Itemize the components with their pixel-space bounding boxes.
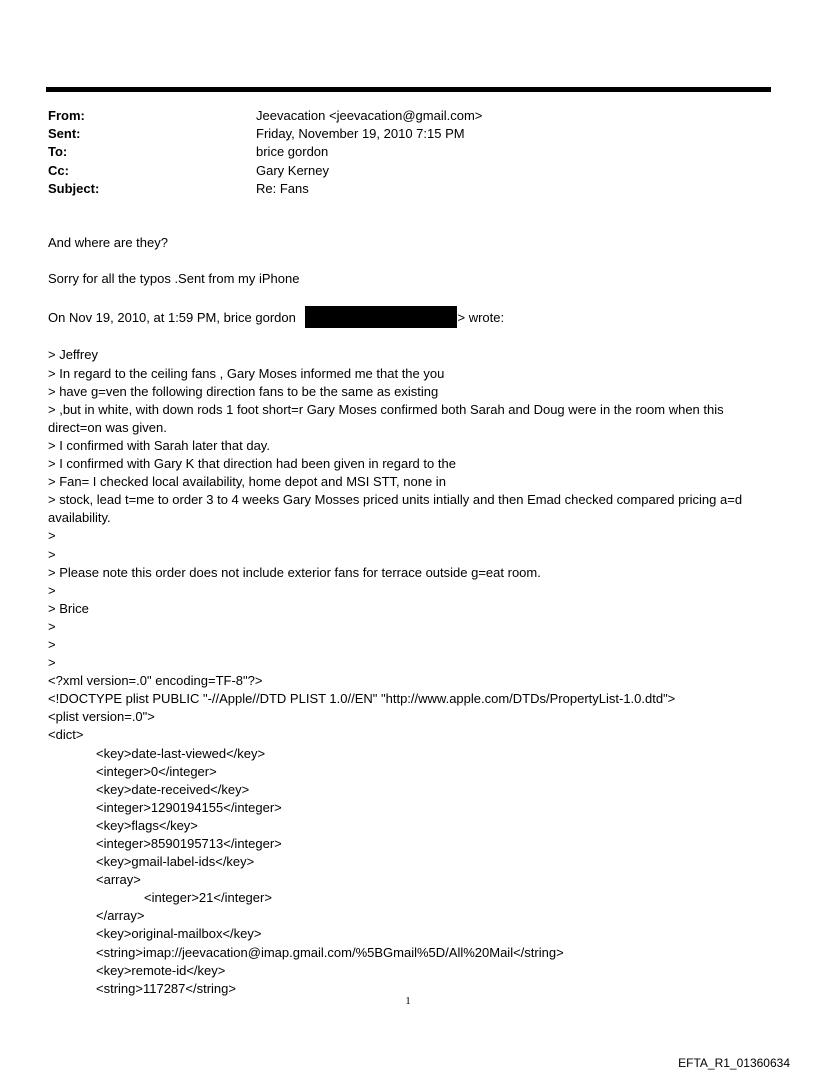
xml-line: <key>gmail-label-ids</key> (96, 854, 255, 870)
quoted-line: > stock, lead t=me to order 3 to 4 weeks Gary Mosses priced units intially and then Emad checked compared pricing a=d availability. (48, 492, 743, 526)
quote-intro-tail: > wrote: (457, 310, 505, 326)
quoted-line: > (48, 528, 56, 544)
quoted-line: > (48, 546, 56, 562)
quote-intro-text: On Nov 19, 2010, at 1:59 PM, brice gordon (48, 310, 300, 326)
subject-label: Subject: (48, 180, 100, 196)
xml-line: <!DOCTYPE plist PUBLIC "-//Apple//DTD PLIST 1.0//EN" "http://www.apple.com/DTDs/PropertyList-1.0.dtd"> (48, 691, 676, 707)
quoted-line: > Jeffrey (48, 347, 98, 363)
xml-line: <integer>8590195713</integer> (96, 836, 282, 851)
sent-label: Sent: (48, 126, 81, 142)
quoted-line: > have g=ven the following direction fans to be the same as existing (48, 383, 439, 399)
xml-line: <string>117287</string> (96, 980, 236, 996)
xml-line: <key>flags</key> (96, 817, 198, 833)
to-row (48, 143, 482, 161)
xml-line: <key>remote-id</key> (96, 962, 226, 978)
from-row (48, 107, 482, 125)
quoted-line: > In regard to the ceiling fans , Gary Moses informed me that the you (48, 365, 445, 381)
document-id: EFTA_R1_01360634 (678, 1056, 790, 1070)
xml-line: <key>date-last-viewed</key> (96, 745, 266, 761)
quoted-line: > Brice (48, 600, 89, 616)
xml-line: <key>date-received</key> (96, 781, 250, 797)
body-line: And where are they? (48, 235, 168, 250)
xml-line: </array> (96, 908, 145, 924)
cc-value: Gary Kerney (256, 162, 329, 178)
xml-line: <array> (96, 872, 141, 888)
xml-line: <integer>21</integer> (144, 890, 272, 906)
quoted-line: > Please note this order does not include exterior fans for terrace outside g=eat room. (48, 564, 541, 580)
to-label: To: (48, 144, 68, 160)
subject-row (48, 180, 482, 198)
xml-line: <key>original-mailbox</key> (96, 926, 262, 942)
quoted-line: > I confirmed with Sarah later that day. (48, 437, 270, 453)
quoted-line: > I confirmed with Gary K that direction had been given in regard to the (48, 456, 456, 472)
email-headers (48, 107, 482, 198)
redaction-box (305, 306, 457, 328)
quoted-line: > (48, 582, 56, 598)
from-label: From: (48, 108, 85, 123)
xml-line: <?xml version=.0" encoding=TF-8"?> (48, 673, 263, 689)
quoted-line: > (48, 636, 56, 652)
xml-line: <string>imap://jeevacation@imap.gmail.com/%5BGmail%5D/All%20Mail</string> (96, 944, 564, 960)
xml-line: <integer>0</integer> (96, 763, 217, 779)
quoted-line: > ,but in white, with down rods 1 foot short=r Gary Moses confirmed both Sarah and Doug were in the room when this direct=on was given. (48, 401, 724, 435)
cc-row (48, 162, 482, 180)
sent-row (48, 125, 482, 143)
quote-intro (48, 306, 772, 328)
subject-value: Re: Fans (256, 180, 309, 196)
from-value: Jeevacation <jeevacation@gmail.com> (256, 108, 483, 123)
xml-line: <dict> (48, 727, 84, 743)
xml-line: <plist version=.0"> (48, 709, 155, 725)
email-body (48, 234, 772, 998)
page-number: 1 (405, 995, 411, 1007)
sent-value: Friday, November 19, 2010 7:15 PM (256, 126, 465, 142)
quoted-line: > Fan= I checked local availability, home depot and MSI STT, none in (48, 474, 446, 490)
cc-label: Cc: (48, 162, 69, 178)
body-line: Sorry for all the typos .Sent from my iPhone (48, 271, 300, 287)
quoted-line: > (48, 655, 56, 671)
to-value: brice gordon (256, 144, 329, 160)
quoted-line: > (48, 618, 56, 634)
xml-line: <integer>1290194155</integer> (96, 799, 282, 815)
header-rule (46, 87, 771, 92)
